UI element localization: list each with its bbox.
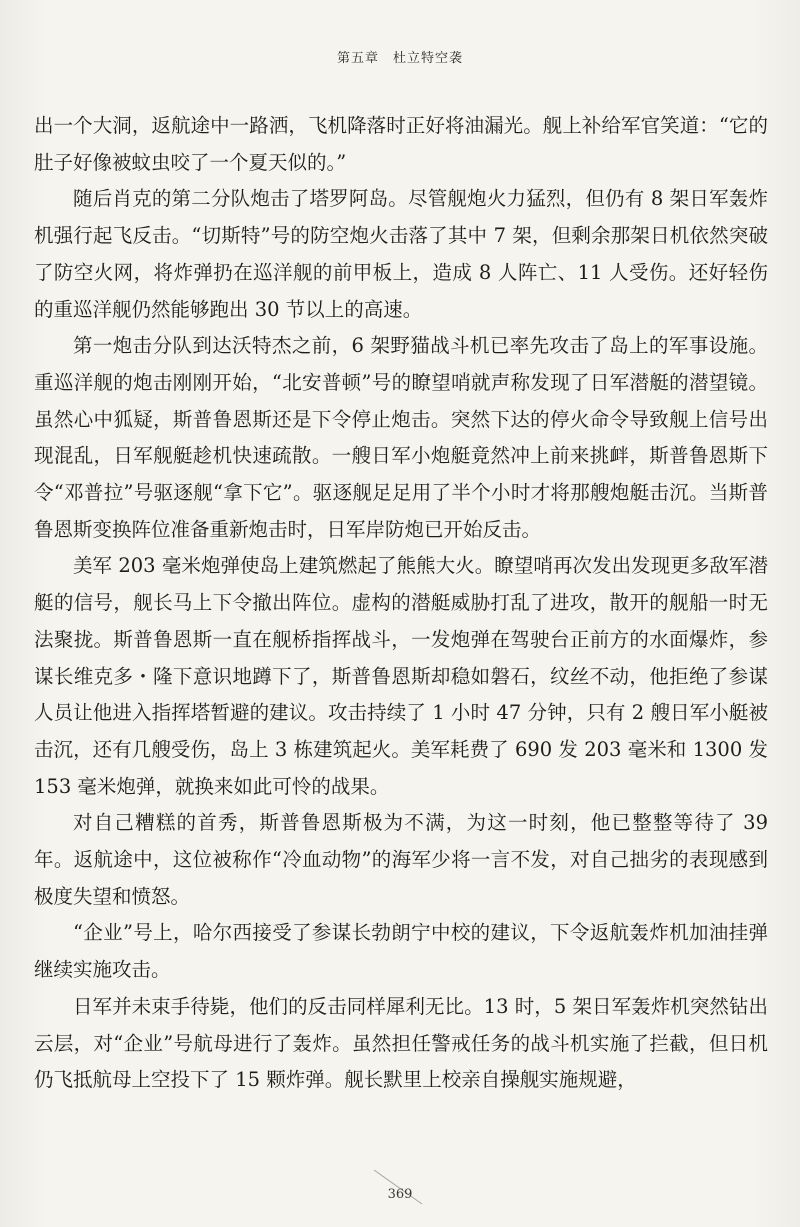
paragraph: 第一炮击分队到达沃特杰之前，6 架野猫战斗机已率先攻击了岛上的军事设施。重巡洋舰的炮击刚刚开始，“北安普顿”号的瞭望哨就声称发现了日军潜艇的潜望镜。虽然心中狐疑，斯普鲁恩斯还是下令停止炮击。突然下达的停火命令导致舰上信号出现混乱，日军舰艇趁机快速疏散。一艘日军小炮艇竟然冲上前来挑衅，斯普鲁恩斯下令“邓普拉”号驱逐舰“拿下它”。驱逐舰足足用了半个小时才将那艘炮艇击沉。当斯普鲁恩斯变换阵位准备重新炮击时，日军岸防炮已开始反击。 xyxy=(34,334,768,541)
paragraph: 美军 203 毫米炮弹使岛上建筑燃起了熊熊大火。瞭望哨再次发出发现更多敌军潜艇的信号，舰长马上下令撤出阵位。虚构的潜艇威胁打乱了进攻，散开的舰船一时无法聚拢。斯普鲁恩斯一直在舰桥指挥战斗，一发炮弹在驾驶台正前方的水面爆炸，参谋长维克多・隆下意识地蹲下了，斯普鲁恩斯却稳如磐石，纹丝不动，他拒绝了参谋人员让他进入指挥塔暂避的建议。攻击持续了 1 小时 47 分钟，只有 2 艘日军小艇被击沉，还有几艘受伤，岛上 3 栋建筑起火。美军耗费了 690 发 203 毫米和 1300 发 153 毫米炮弹，就换来如此可怜的战果。 xyxy=(34,554,768,798)
paragraph: “企业”号上，哈尔西接受了参谋长勃朗宁中校的建议，下令返航轰炸机加油挂弹继续实施攻击。 xyxy=(34,921,768,982)
paragraph: 日军并未束手待毙，他们的反击同样犀利无比。13 时，5 架日军轰炸机突然钻出云层，对“企业”号航母进行了轰炸。虽然担任警戒任务的战斗机实施了拦截，但日机仍飞抵航母上空投下了 15 颗炸弹。舰长默里上校亲自操舰实施规避， xyxy=(34,994,768,1092)
running-header: 第五章 杜立特空袭 xyxy=(336,51,463,66)
body-text xyxy=(34,108,768,1099)
paragraph: 出一个大洞，返航途中一路洒，飞机降落时正好将油漏光。舰上补给军官笑道：“它的肚子好像被蚊虫咬了一个夏天似的。” xyxy=(34,114,768,174)
paragraph: 随后肖克的第二分队炮击了塔罗阿岛。尽管舰炮火力猛烈，但仍有 8 架日军轰炸机强行起飞反击。“切斯特”号的防空炮火击落了其中 7 架，但剩余那架日机依然突破了防空火网，将炸弹扔在巡洋舰的前甲板上，造成 8 人阵亡、11 人受伤。还好轻伤的重巡洋舰仍然能够跑出 30 节以上的高速。 xyxy=(34,187,768,321)
page-number: 369 xyxy=(387,1187,413,1202)
paragraph: 对自己糟糕的首秀，斯普鲁恩斯极为不满，为这一时刻，他已整整等待了 39 年。返航途中，这位被称作“冷血动物”的海军少将一言不发，对自己拙劣的表现感到极度失望和愤怒。 xyxy=(34,811,768,908)
